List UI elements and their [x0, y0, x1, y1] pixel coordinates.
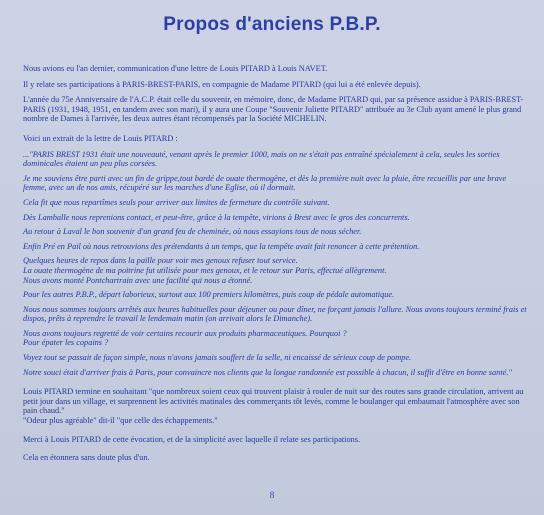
article-body: [23, 64, 528, 469]
letter-paragraph-9: Nous nous sommes toujours arrêtés aux heures habituelles pour déjeuner ou pour dîner, ne forçant jamais l'allure. Nous avons toujours terminé frais et dispos, prêts à reprendre le travail le lendemain matin (on arrivait alors le Dimanche).: [23, 304, 527, 324]
letter-paragraph-10: Nous avons toujours regretté de voir certains recourir aux produits pharmaceutiques. Pourquoi ? Pour épater les copains ?: [23, 328, 347, 348]
intro-paragraph-2: Il y relate ses participations à PARIS-BREST-PARIS, en compagnie de Madame PITARD (qui lui a été enlevée depuis).: [23, 79, 421, 89]
intro-paragraph-1: Nous avions eu l'an dernier, communication d'une lettre de Louis PITARD à Louis NAVET.: [23, 64, 328, 73]
letter-paragraph-5: Au retour à Laval le bon souvenir d'un grand feu de cheminée, où nous essayions tous de nous sécher.: [23, 227, 362, 237]
letter-paragraph-1: ..."PARIS BREST 1931 était une nouveauté, venant après le premier 1000, mais on ne s'était pas entraîné spécialement à cela, seules les sorties dominicales étaient un peu plus corsées.: [23, 149, 500, 169]
extract-intro: Voici un extrait de la lettre de Louis PITARD :: [23, 133, 178, 143]
letter-paragraph-12: Notre souci était d'arriver frais à Paris, pour convaincre nos clients que la longue randonnée est possible à chacun, il suffit d'être en bonne santé.": [23, 367, 512, 377]
article-title: Propos d'anciens P.B.P.: [163, 14, 381, 35]
letter-paragraph-4: Dès Lamballe nous reprenions contact, et peut-être, grâce à la tempête, virions à Brest avec le gros des concurrents.: [23, 212, 410, 222]
thanks-paragraph: Merci à Louis PITARD de cette évocation, et de la simplicité avec laquelle il relate ses participations.: [23, 434, 361, 444]
conclusion-paragraph: Louis PITARD termine en souhaitant "que nombreux soient ceux qui trouvent plaisir à rouler de nuit sur des routes sans grande circulation, arrivent au petit jour dans un village, et surprennent les activités matinales des commerçants tôt levés, comme le boulanger qui embaumait l'atmosphère avec son pain chaud." "Odeur plus agréable" dit-il "que celle des échappements.": [23, 387, 524, 426]
letter-paragraph-6: Enfin Pré en Pail où nous retrouvions des prétendants à un temps, que la tempête avait fait renoncer à cette prétention.: [23, 241, 420, 251]
letter-paragraph-2: Je me souviens être parti avec un fin de grippe,tout bardé de ouate thermogène, et dès la première nuit avec la pluie, être recueillis par une brave femme, avec un de nos amis, récupéré sur les marches d'une Eglise, où il dormait.: [23, 173, 507, 193]
closing-paragraph: Cela en étonnera sans doute plus d'un.: [23, 453, 150, 463]
letter-paragraph-7: Quelques heures de repos dans la paille pour voir mes genoux refuser tout service. La ouate thermogène de ma poitrine fut utilisée pour mes genoux, et le retour sur Paris, effectué allègrement. Nous avons monté Pontchartrain avec une facilité qui nous a étonné.: [23, 256, 387, 285]
letter-paragraph-11: Voyez tout se passait de façon simple, nous n'avons jamais souffert de la selle, ni encaissé de sérieux coup de pompe.: [23, 353, 412, 363]
letter-paragraph-3: Cela fit que nous repartîmes seuls pour arriver aux limites de fermeture du contrôle suivant.: [23, 197, 330, 207]
letter-paragraph-8: Pour les autres P.B.P., départ laborieux, surtout aux 100 premiers kilomètres, puis coup de pédale automatique.: [23, 290, 395, 300]
intro-paragraph-3: L'année du 75e Anniversaire de l'A.C.P. était celle du souvenir, en mémoire, donc, de Madame PITARD qui, par sa présence assidue à PARIS-BREST-PARIS (1931, 1948, 1951, en tandem avec son mari), il y aura une Coupe "Souvenir Juliette PITARD" attribuée au 3e Club ayant amené le plus grand nombre de Dames à l'arrivée, les deux autres étant récompensés par la Société MICHELIN.: [23, 95, 524, 124]
page-number: 8: [269, 490, 275, 500]
